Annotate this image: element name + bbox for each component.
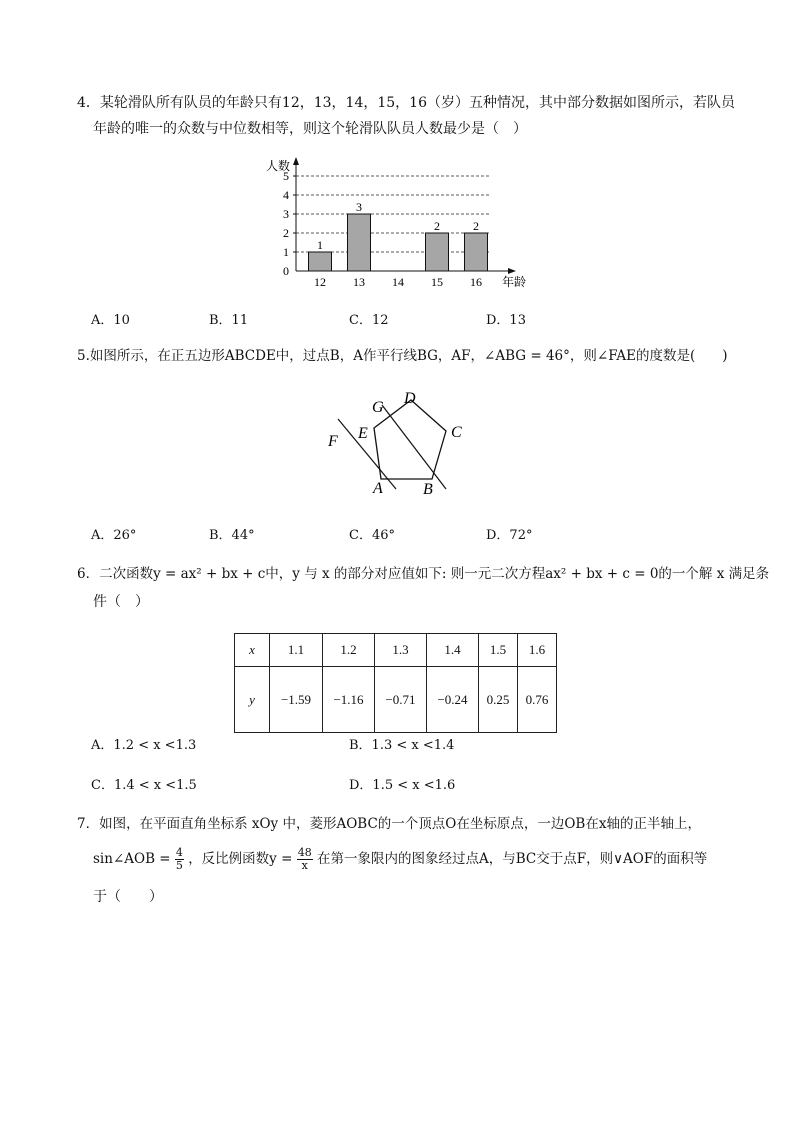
q5-option-d: D．72° xyxy=(486,528,533,543)
y-tick-label: 3 xyxy=(283,207,289,221)
q7-fraction-4-5 xyxy=(175,847,184,872)
table-cell: 1.2 xyxy=(323,634,375,667)
x-tick-label-15: 15 xyxy=(431,275,443,289)
q5-option-c: C．46° xyxy=(349,528,395,543)
pentagon-figure xyxy=(320,382,460,500)
q7-rest-text: 在第一象限内的图象经过点A，与BC交于点F，则∨AOF的面积等 xyxy=(317,851,708,867)
q7-line1: 7．如图，在平面直角坐标系 xOy 中，菱形AOBC的一个顶点O在坐标原点，一边OB在x轴的正半轴上， xyxy=(77,816,701,832)
q4-option-d: D．13 xyxy=(486,313,526,328)
table-cell: 1.3 xyxy=(375,634,427,667)
table-cell: 1.1 xyxy=(270,634,323,667)
fraction-numerator: 4 xyxy=(175,846,183,859)
q6-option-b: B．1.3 < x <1.4 xyxy=(349,738,455,753)
q7-line3: 于（ ） xyxy=(93,889,163,905)
label-a: A xyxy=(373,480,383,497)
q4-option-b: B．11 xyxy=(209,313,249,328)
table-cell: −1.59 xyxy=(270,667,323,733)
table-cell: 0.76 xyxy=(518,667,557,733)
table-cell: −0.24 xyxy=(427,667,479,733)
q4-option-c: C．12 xyxy=(349,313,389,328)
y-tick-label: 4 xyxy=(283,188,289,202)
data-label-13: 3 xyxy=(356,200,362,214)
pentagon xyxy=(374,400,446,479)
q5-text: 5.如图所示，在正五边形ABCDE中，过点B，A作平行线BG，AF，∠ABG = 46°，则∠FAE的度数是( ) xyxy=(77,348,728,364)
y-axis-label: 人数 xyxy=(266,159,291,173)
x-tick-label-12: 12 xyxy=(314,275,326,289)
table-cell: −0.71 xyxy=(375,667,427,733)
data-label-16: 2 xyxy=(473,219,479,233)
bar-15 xyxy=(426,233,449,271)
y-tick-label: 1 xyxy=(283,245,289,259)
value-table xyxy=(234,633,557,733)
q4-option-a: A．10 xyxy=(91,313,130,328)
q7-fraction-48-x xyxy=(297,847,313,872)
q6-option-d: D．1.5 < x <1.6 xyxy=(349,778,456,793)
q5-option-b: B．44° xyxy=(209,528,255,543)
label-f: F xyxy=(328,433,338,450)
table-cell: −1.16 xyxy=(323,667,375,733)
q7-function-text: ，反比例函数y = xyxy=(188,851,293,867)
x-tick-label-13: 13 xyxy=(353,275,365,289)
y-axis-arrow xyxy=(293,157,299,165)
label-c: C xyxy=(451,424,462,441)
label-d: D xyxy=(404,390,416,407)
table-cell: 1.4 xyxy=(427,634,479,667)
table-row-x xyxy=(235,634,557,667)
line-bg xyxy=(382,405,446,489)
data-label-12: 1 xyxy=(317,238,323,252)
y-tick-label: 5 xyxy=(283,169,289,183)
q7-line2 xyxy=(93,844,707,874)
q6-option-c: C．1.4 < x <1.5 xyxy=(91,778,197,793)
q6-option-a: A．1.2 < x <1.3 xyxy=(91,738,197,753)
label-e: E xyxy=(358,425,368,442)
label-b: B xyxy=(423,481,433,498)
table-header-x: x xyxy=(235,634,270,667)
x-axis-label: 年龄 xyxy=(502,275,527,289)
bar-chart xyxy=(258,152,538,294)
q6-line2: 件（ ） xyxy=(93,594,149,610)
label-g: G xyxy=(372,399,384,416)
bar-16 xyxy=(465,233,488,271)
q5-option-a: A．26° xyxy=(91,528,137,543)
table-cell: 1.5 xyxy=(479,634,518,667)
bar-12 xyxy=(309,252,332,271)
q6-line1: 6．二次函数y = ax² + bx + c中，y 与 x 的部分对应值如下: 则一元二次方程ax² + bx + c = 0的一个解 x 满足条 xyxy=(77,566,770,582)
q4-line2: 年龄的唯一的众数与中位数相等，则这个轮滑队队员人数最少是（ ） xyxy=(93,121,527,137)
table-cell: 0.25 xyxy=(479,667,518,733)
y-tick-label: 0 xyxy=(283,264,289,278)
y-tick-label: 2 xyxy=(283,226,289,240)
table-header-y: y xyxy=(235,667,270,733)
fraction-denominator: 5 xyxy=(175,859,183,872)
x-tick-label-16: 16 xyxy=(470,275,482,289)
table-row-y xyxy=(235,667,557,733)
table-cell: 1.6 xyxy=(518,634,557,667)
data-label-15: 2 xyxy=(434,219,440,233)
x-axis-arrow xyxy=(508,268,516,274)
bar-13 xyxy=(348,214,371,271)
fraction-numerator: 48 xyxy=(297,846,312,859)
fraction-denominator: x xyxy=(301,859,308,872)
q7-sin-text: sin∠AOB = xyxy=(93,851,171,867)
q4-line1: 4．某轮滑队所有队员的年龄只有12，13，14，15，16（岁）五种情况，其中部分数据如图所示，若队员 xyxy=(77,95,735,111)
x-tick-label-14: 14 xyxy=(392,275,404,289)
